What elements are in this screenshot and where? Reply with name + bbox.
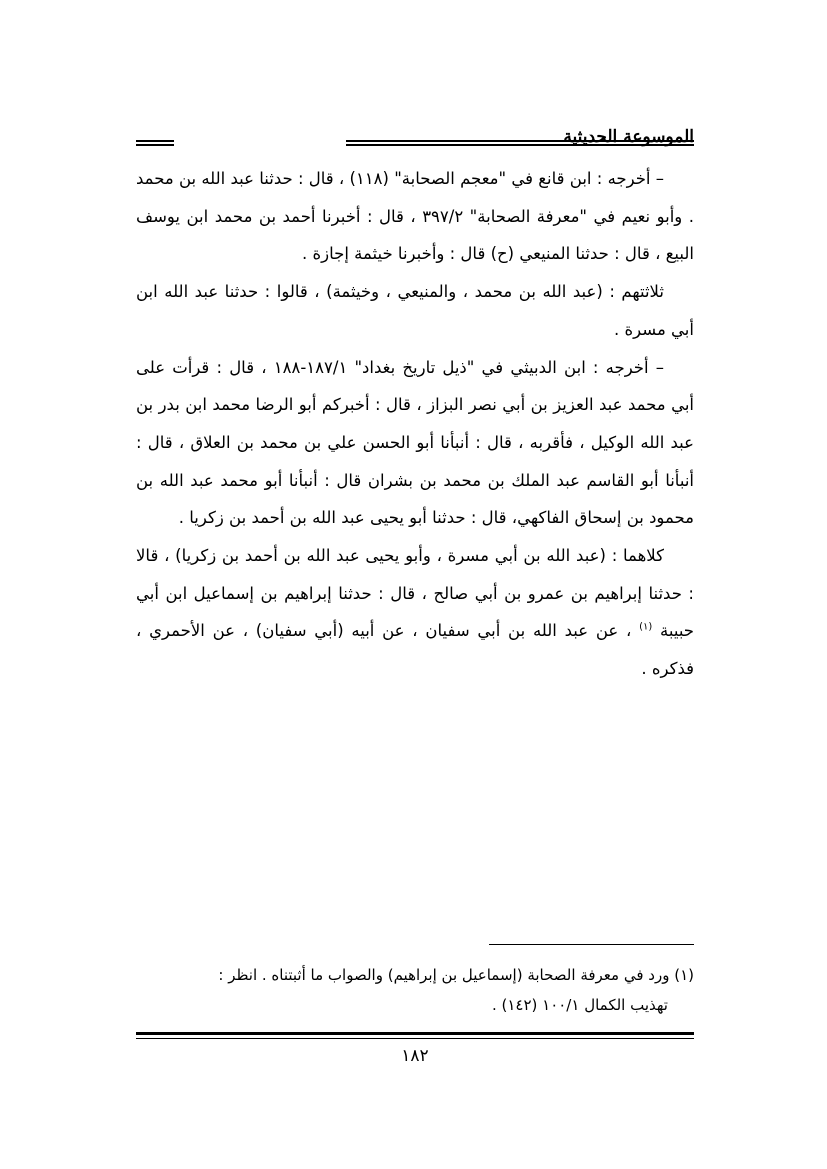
header-rule-short: [136, 140, 174, 146]
footnote: [136, 960, 694, 1020]
footnote-line-2: تهذيب الكمال ١٠٠/١ (١٤٢) .: [491, 996, 668, 1014]
header-rule-long: [346, 140, 694, 146]
paragraph-4-part1: كلاهما : (عبد الله بن أبي مسرة ، وأبو يحيى عبد الله بن أحمد بن زكريا) ، قالا : حدثنا إبراهيم بن عمرو بن أبي صالح ، قال : حدثنا إبراهيم بن إسماعيل ابن أبي حبيبة: [136, 546, 694, 641]
paragraph-1: – أخرجه : ابن قانع في "معجم الصحابة" (١١٨) ، قال : حدثنا عبد الله بن محمد . وأبو نعيم في "معرفة الصحابة" ٣٩٧/٢ ، قال : أخبرنا أحمد بن محمد ابن يوسف البيع ، قال : حدثنا المنيعي (ح) قال : وأخبرنا خيثمة إجازة .: [136, 169, 695, 264]
running-header: [136, 124, 694, 150]
bottom-rule: [136, 1032, 694, 1039]
body-text: [136, 160, 694, 688]
page-number: ١٨٢: [401, 1046, 429, 1066]
footnote-reference[interactable]: (١): [639, 621, 653, 633]
paragraph-2: ثلاثتهم : (عبد الله بن محمد ، والمنيعي ، وخيثمة) ، قالوا : حدثنا عبد الله ابن أبي مسرة .: [136, 282, 694, 339]
header-title: الموسوعة الحديثية: [563, 127, 694, 147]
paragraph-4-part2: ، عن عبد الله بن أبي سفيان ، عن أبيه (أبي سفيان) ، عن الأحمري ، فذكره .: [136, 621, 694, 679]
paragraph-3: – أخرجه : ابن الدبيثي في "ذيل تاريخ بغداد" ١٨٧/١-١٨٨ ، قال : قرأت على أبي محمد عبد العزيز بن أبي نصر البزاز ، قال : أخبركم أبو الرضا محمد ابن بدر بن عبد الله الوكيل ، فأقربه ، قال : أنبأنا أبو الحسن علي بن محمد بن العلاق ، قال : أنبأنا أبو القاسم عبد الملك بن محمد بن بشران قال : أنبأنا أبو محمد عبد الله بن محمود بن إسحاق الفاكهي، قال : حدثنا أبو يحيى عبد الله بن أحمد بن زكريا .: [136, 357, 694, 528]
footnote-line-1: (١) ورد في معرفة الصحابة (إسماعيل بن إبراهيم) والصواب ما أثبتناه . انظر :: [218, 966, 694, 984]
paragraph-4: [136, 537, 694, 688]
footnote-separator: [489, 944, 694, 945]
